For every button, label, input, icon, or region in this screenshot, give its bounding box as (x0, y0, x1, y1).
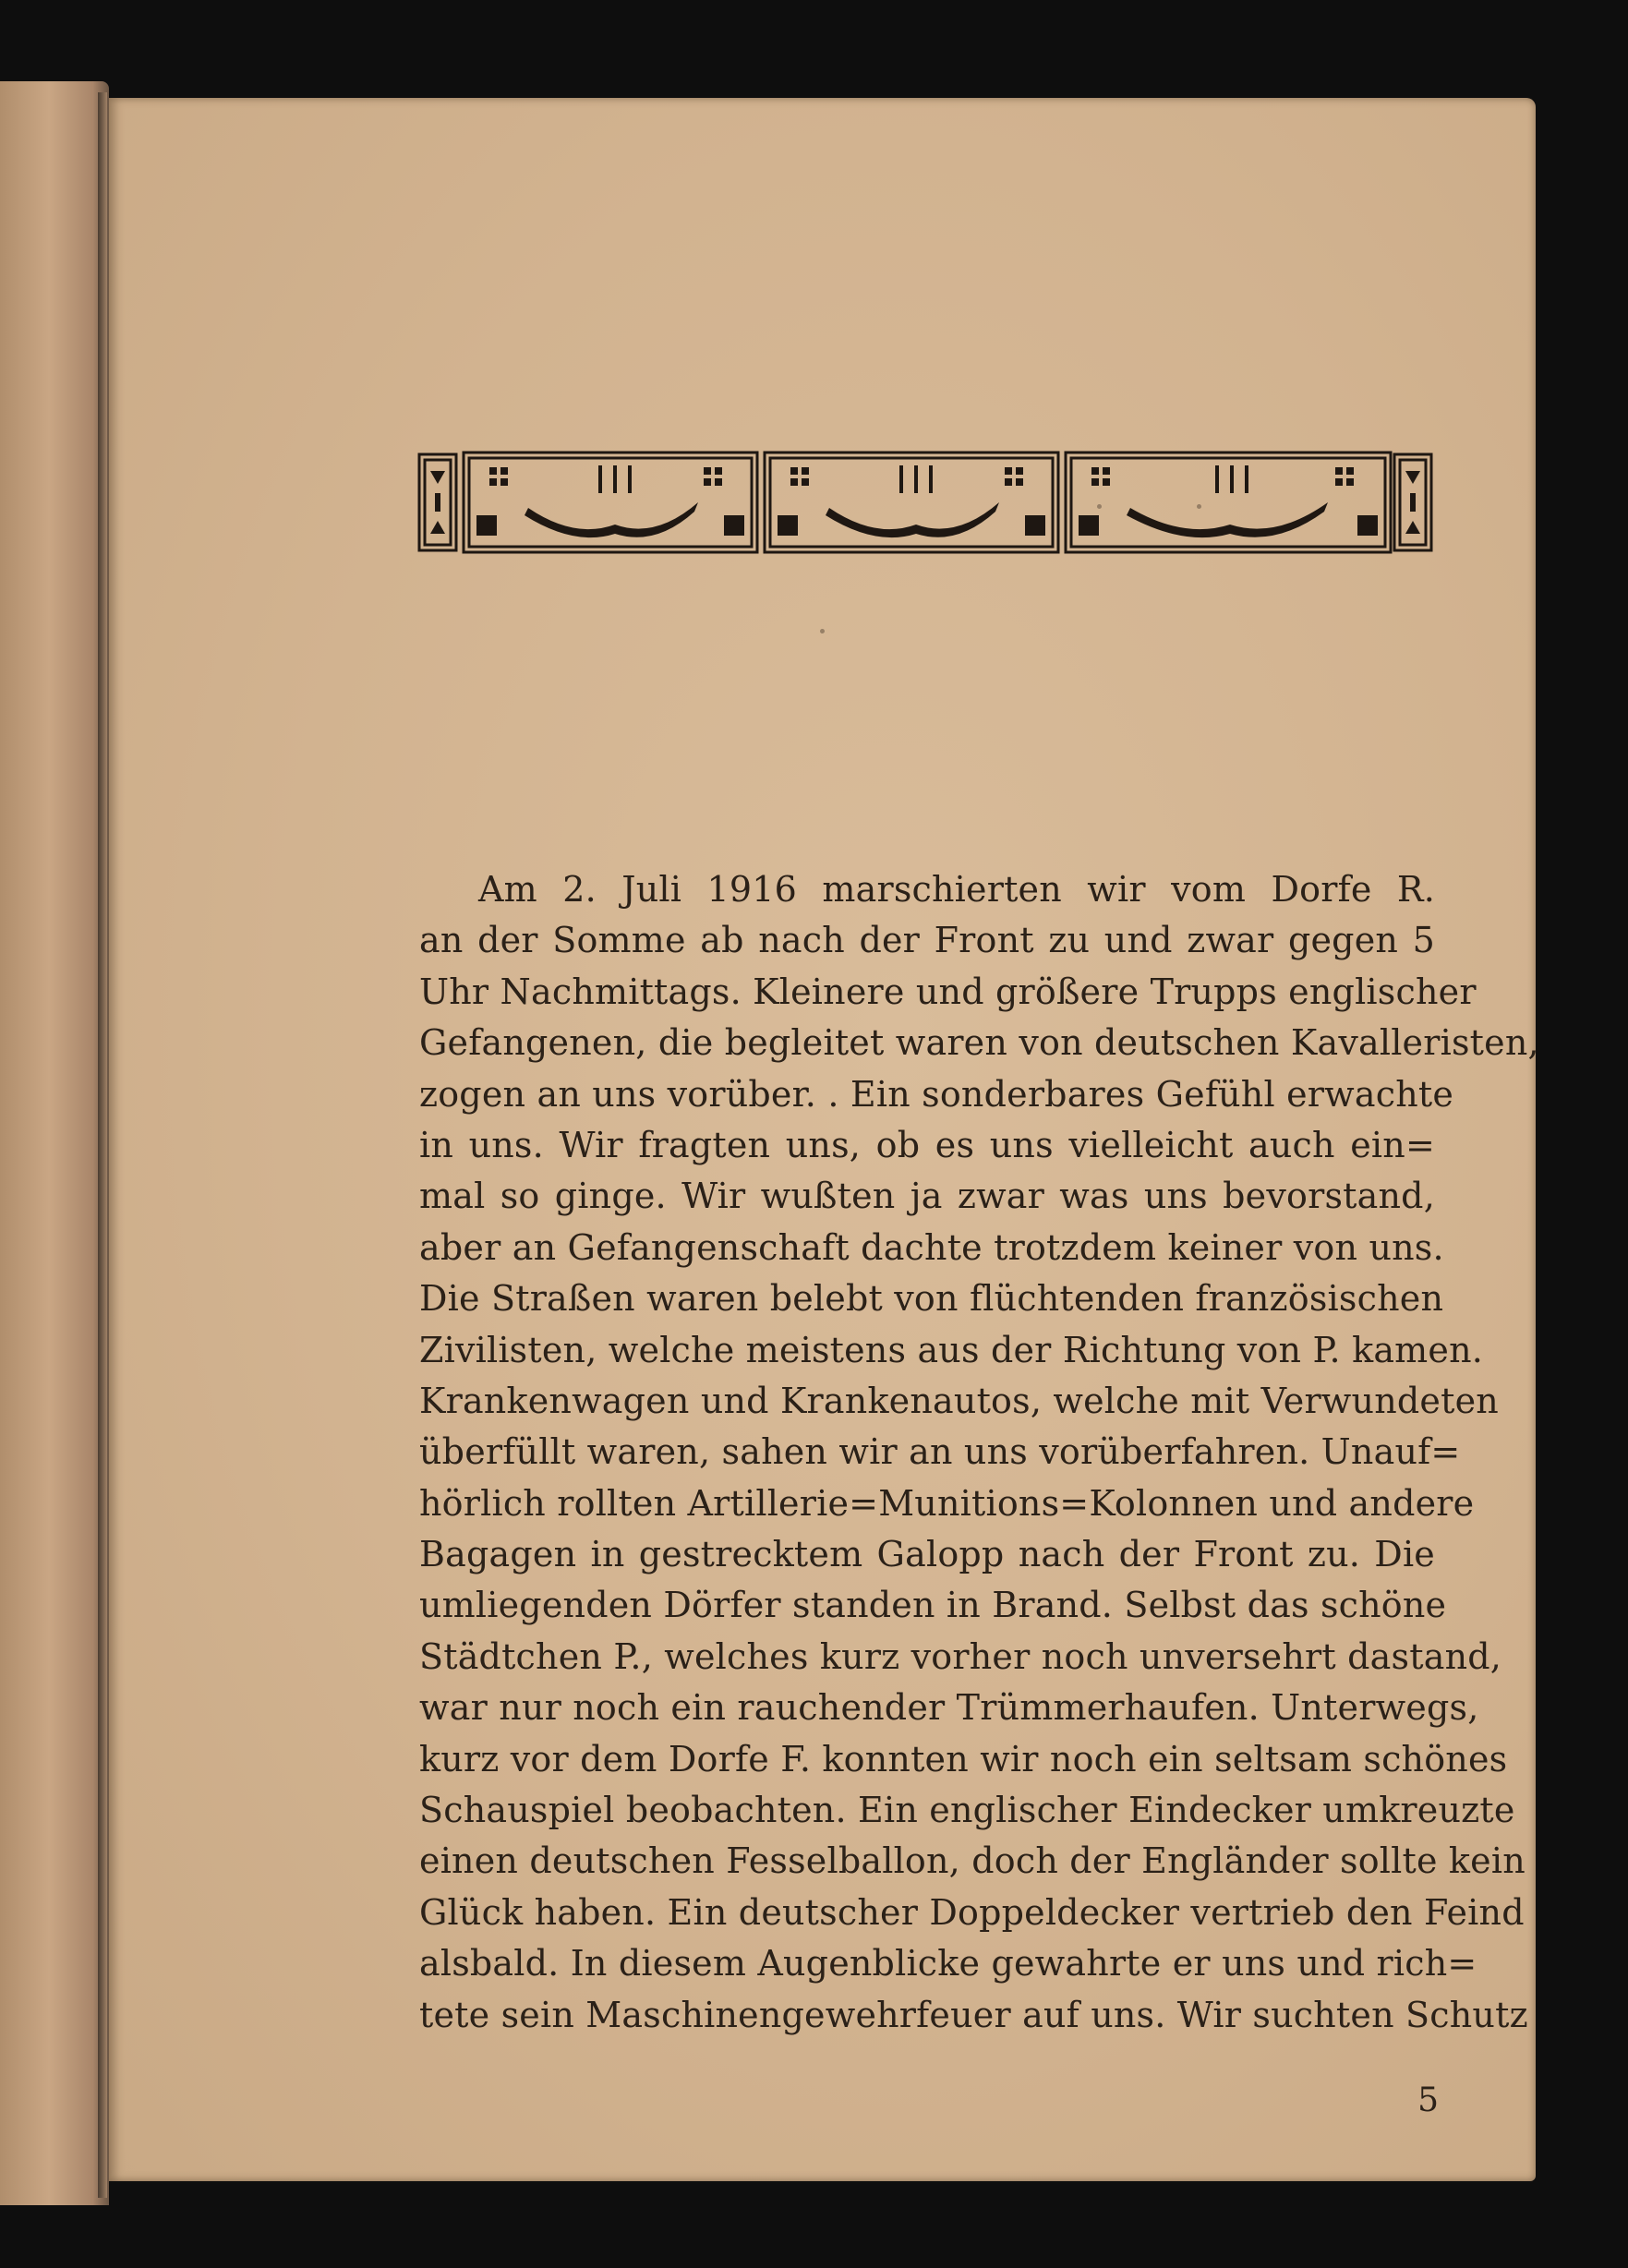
text-line: Bagagen in gestrecktem Galopp nach der Front zu. Die (419, 1534, 1435, 1575)
text-line: Gefangenen, die begleitet waren von deutschen Kavalleristen, (419, 1022, 1539, 1064)
page-number: 5 (1417, 2081, 1439, 2119)
paper-speck (820, 629, 825, 633)
text-line: Glück haben. Ein deutscher Doppeldecker vertrieb den Feind (419, 1891, 1525, 1933)
previous-page-edge (0, 81, 109, 2205)
text-line: alsbald. In diesem Augenblicke gewahrte er uns und rich= (419, 1943, 1477, 1984)
text-line: in uns. Wir fragten uns, ob es uns vielleicht auch ein= (419, 1124, 1435, 1165)
text-line: an der Somme ab nach der Front zu und zwar gegen 5 (419, 920, 1435, 961)
text-line: mal so ginge. Wir wußten ja zwar was uns bevorstand, (419, 1176, 1435, 1217)
text-line: kurz vor dem Dorfe F. konnten wir noch ein seltsam schönes (419, 1738, 1508, 1779)
paper-speck (1097, 504, 1102, 509)
headpiece-ornament (417, 451, 1433, 554)
text-line: tete sein Maschinengewehrfeuer auf uns. Wir suchten Schutz (419, 1994, 1528, 2035)
book-page (109, 98, 1539, 2181)
text-line: Die Straßen waren belebt von flüchtenden französischen (419, 1278, 1444, 1320)
text-line: Städtchen P., welches kurz vorher noch unversehrt dastand, (419, 1635, 1502, 1677)
text-line: Schauspiel beobachten. Ein englischer Eindecker umkreuzte (419, 1790, 1515, 1831)
text-line: einen deutschen Fesselballon, doch der Engländer sollte kein (419, 1840, 1525, 1882)
text-line: umliegenden Dörfer standen in Brand. Selbst das schöne (419, 1585, 1447, 1626)
text-line: war nur noch ein rauchender Trümmerhaufen. Unterwegs, (419, 1687, 1479, 1729)
paper-speck (1197, 504, 1201, 509)
text-line: Zivilisten, welche meistens aus der Richtung von P. kamen. (419, 1329, 1484, 1370)
text-line: aber an Gefangenschaft dachte trotzdem keiner von uns. (419, 1226, 1444, 1268)
text-line: Am 2. Juli 1916 marschierten wir vom Dorfe R. (478, 869, 1435, 910)
text-line: hörlich rollten Artillerie=Munitions=Kolonnen und andere (419, 1482, 1475, 1524)
text-line: zogen an uns vorüber. . Ein sonderbares Gefühl erwachte (419, 1073, 1454, 1115)
body-text (419, 864, 1539, 2041)
text-line: überfüllt waren, sahen wir an uns vorüberfahren. Unauf= (419, 1431, 1461, 1473)
book-gutter (98, 92, 107, 2198)
text-line: Uhr Nachmittags. Kleinere und größere Trupps englischer (419, 971, 1477, 1012)
text-line: Krankenwagen und Krankenautos, welche mit Verwundeten (419, 1380, 1499, 1421)
